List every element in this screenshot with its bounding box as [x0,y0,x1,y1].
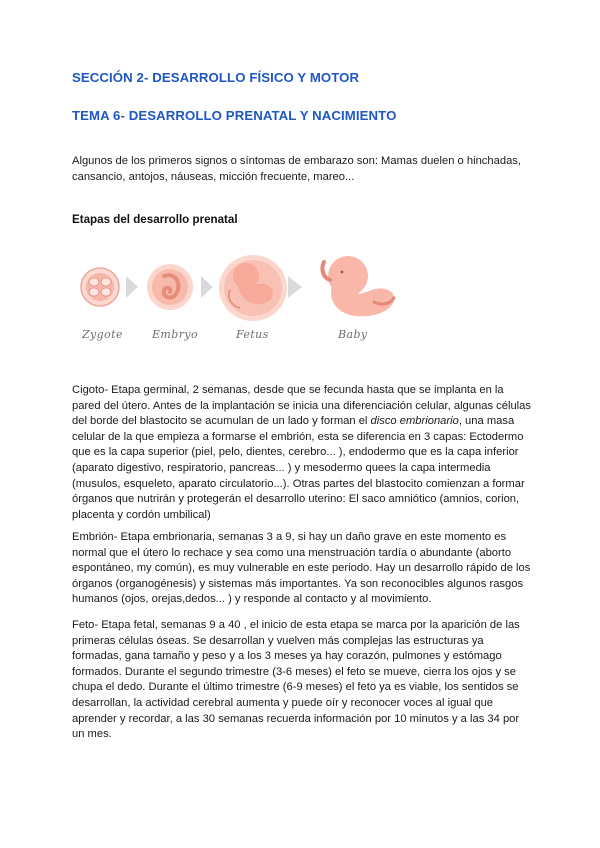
arrow-icon [126,276,138,298]
topic-heading: TEMA 6- DESARROLLO PRENATAL Y NACIMIENTO [72,108,397,123]
feto-paragraph: Feto- Etapa fetal, semanas 9 a 40 , el inicio de esta etapa se marca por la aparición de las primeras células óseas. Se desarrollan y vuelven más complejas las estructuras ya formadas, gana tamaño y peso y a los 3 meses ya hay corazón, pulmones y estómago formados. Durante el segundo trimestre (3-6 meses) el feto se mueve, cierra los ojos y se chupa el dedo. Durante el último trimestre (6-9 meses) el feto ya es viable, los sentidos se desarrollan, la actividad cerebral aumenta y puede oír y reconocer voces al igual que aprender y recordar, a las 30 semanas recuerda información por 10 minutos y a las 34 por un mes. [72,619,520,741]
cigoto-paragraph [72,383,534,523]
cigoto-italic-term: disco embrionario [370,415,459,428]
zygote-icon [81,268,119,306]
stages-illustration [76,250,456,328]
stage-label-zygote: Zygote [82,328,123,341]
arrow-icon [201,276,213,298]
fetus-icon [219,255,287,321]
cigoto-text-end: , una masa celular de la que empieza a formarse el embrión, esta se diferencia en 3 capas: Ectodermo que es la capa superior (piel, pelo, dientes, cerebro... ), endodermo que es la capa inferior (aparato digestivo, respiratorio, pancreas... ) y mesodermo quees la capa intermedia (musulos, esqueleto, aparato circulatorio...). Otras partes del blastocito comienzan a formar órganos que nutrirán y protegerán el desarrollo uterino: El saco amniótico (amnios, corion, placenta y cordón umbilical) [72,415,525,521]
stage-label-fetus: Fetus [236,328,269,341]
embrion-paragraph: Embrión- Etapa embrionaria, semanas 3 a 9, si hay un daño grave en este momento es normal que el útero lo rechace y sea como una menstruación tardía o abundante (aborto espontáneo, my común), es muy vulnerable en este periodo. Hay un desarrollo rápido de los órganos (organogénesis) y sistemas más importantes. Ya son reconocibles algunos rasgos humanos (ojos, orejas,dedos... ) y responde al contacto y al movimiento. [72,531,531,606]
arrow-icon [288,276,302,298]
baby-icon [322,256,394,316]
stages-heading: Etapas del desarrollo prenatal [72,213,238,226]
stage-label-embryo: Embryo [152,328,198,341]
section-heading: SECCIÓN 2- DESARROLLO FÍSICO Y MOTOR [72,70,360,85]
embryo-icon [147,264,193,310]
stage-label-baby: Baby [338,328,368,341]
prenatal-stages-figure [76,250,456,350]
intro-paragraph: Algunos de los primeros signos o síntomas de embarazo son: Mamas duelen o hinchadas, cansancio, antojos, náuseas, micción frecuente, mareo... [72,155,521,183]
cigoto-text-start: Cigoto- Etapa germinal, 2 semanas, desde que se fecunda hasta que se implanta en la pared del útero. Antes de la implantación se inicia una diferenciación celular, algunas células del borde del blastocito se acumulan de un lado y forman el [72,384,531,428]
